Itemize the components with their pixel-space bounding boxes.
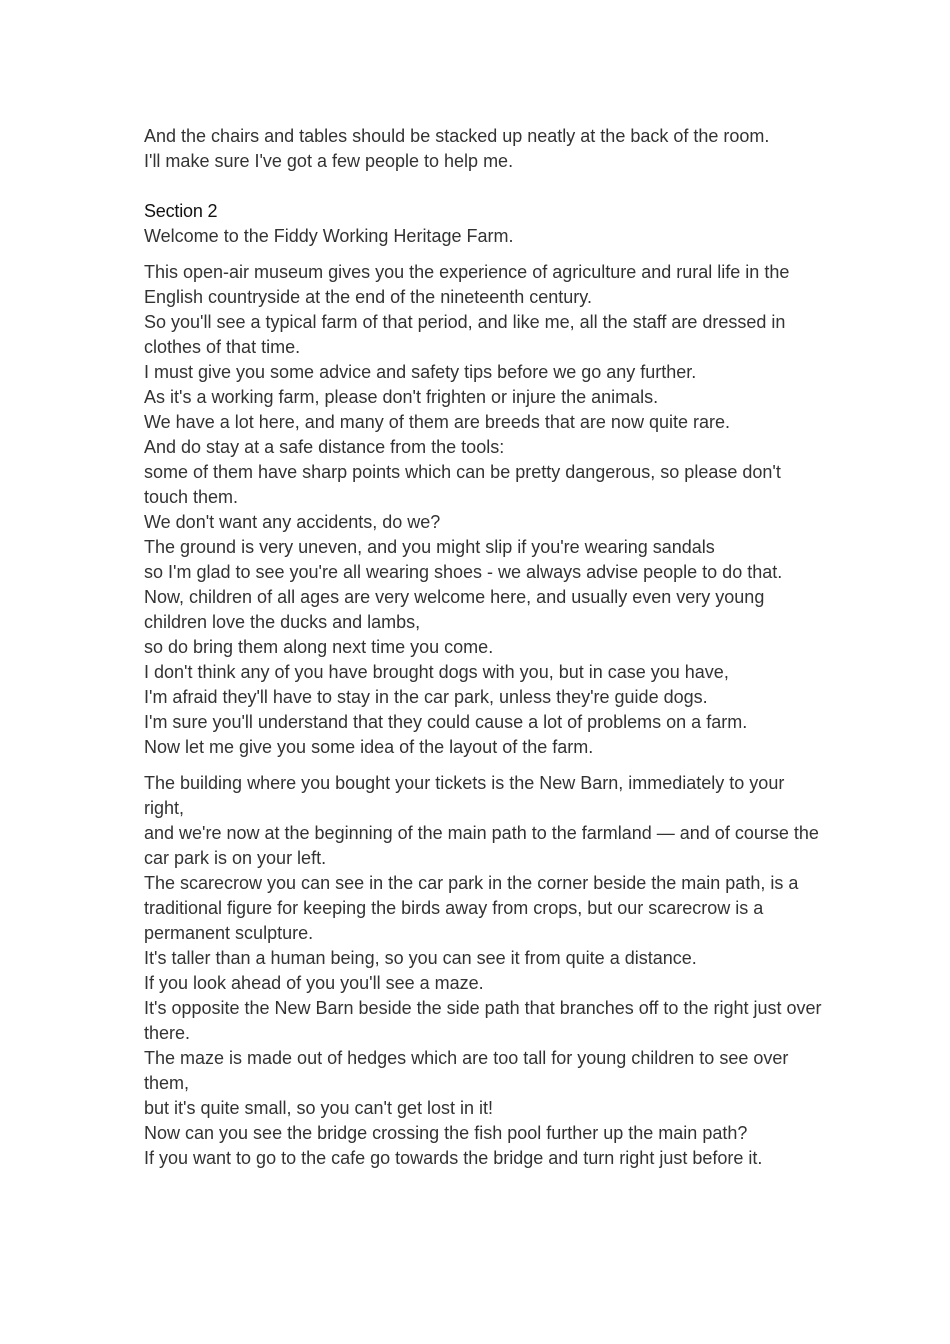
document-page	[144, 124, 824, 1171]
text-line: so do bring them along next time you come.	[144, 637, 494, 657]
layout-paragraph	[144, 771, 824, 1171]
spacer	[144, 174, 824, 199]
welcome-line: Welcome to the Fiddy Working Heritage Farm.	[144, 226, 514, 246]
spacer	[144, 249, 824, 260]
text-line: The maze is made out of hedges which are too tall for young children to see over them,	[144, 1048, 789, 1093]
text-line: and we're now at the beginning of the main path to the farmland — and of course the car park is on your left.	[144, 823, 819, 868]
text-line: So you'll see a typical farm of that period, and like me, all the staff are dressed in clothes of that time.	[144, 312, 786, 357]
text-line: We have a lot here, and many of them are breeds that are now quite rare.	[144, 412, 731, 432]
text-line: The building where you bought your tickets is the New Barn, immediately to your right,	[144, 773, 785, 818]
text-line: some of them have sharp points which can be pretty dangerous, so please don't touch them.	[144, 462, 781, 507]
text-line: If you want to go to the cafe go towards the bridge and turn right just before it.	[144, 1148, 763, 1168]
text-line: Now, children of all ages are very welcome here, and usually even very young children love the ducks and lambs,	[144, 587, 765, 632]
text-line: I don't think any of you have brought dogs with you, but in case you have,	[144, 662, 729, 682]
text-line: And the chairs and tables should be stacked up neatly at the back of the room.	[144, 126, 770, 146]
text-line: The scarecrow you can see in the car park in the corner beside the main path, is a traditional figure for keeping the birds away from crops, but our scarecrow is a permanent sculpture.	[144, 873, 799, 943]
text-line: Now can you see the bridge crossing the fish pool further up the main path?	[144, 1123, 748, 1143]
text-line: I'm sure you'll understand that they could cause a lot of problems on a farm.	[144, 712, 748, 732]
spacer	[144, 760, 824, 771]
text-line: I'm afraid they'll have to stay in the car park, unless they're guide dogs.	[144, 687, 708, 707]
text-line: I must give you some advice and safety tips before we go any further.	[144, 362, 697, 382]
text-line: It's taller than a human being, so you can see it from quite a distance.	[144, 948, 697, 968]
text-line: The ground is very uneven, and you might slip if you're wearing sandals	[144, 537, 715, 557]
text-line: Now let me give you some idea of the layout of the farm.	[144, 737, 594, 757]
text-line: but it's quite small, so you can't get lost in it!	[144, 1098, 494, 1118]
text-line: As it's a working farm, please don't frighten or injure the animals.	[144, 387, 659, 407]
safety-paragraph	[144, 260, 824, 760]
section-2	[144, 199, 824, 249]
intro-paragraph	[144, 124, 824, 174]
text-line: This open-air museum gives you the experience of agriculture and rural life in the English countryside at the end of the nineteenth century.	[144, 262, 790, 307]
text-line: It's opposite the New Barn beside the side path that branches off to the right just over there.	[144, 998, 822, 1043]
text-line: And do stay at a safe distance from the tools:	[144, 437, 505, 457]
text-line: We don't want any accidents, do we?	[144, 512, 441, 532]
section-heading: Section 2	[144, 201, 218, 221]
text-line: I'll make sure I've got a few people to help me.	[144, 151, 514, 171]
text-line: so I'm glad to see you're all wearing shoes - we always advise people to do that.	[144, 562, 783, 582]
text-line: If you look ahead of you you'll see a maze.	[144, 973, 484, 993]
